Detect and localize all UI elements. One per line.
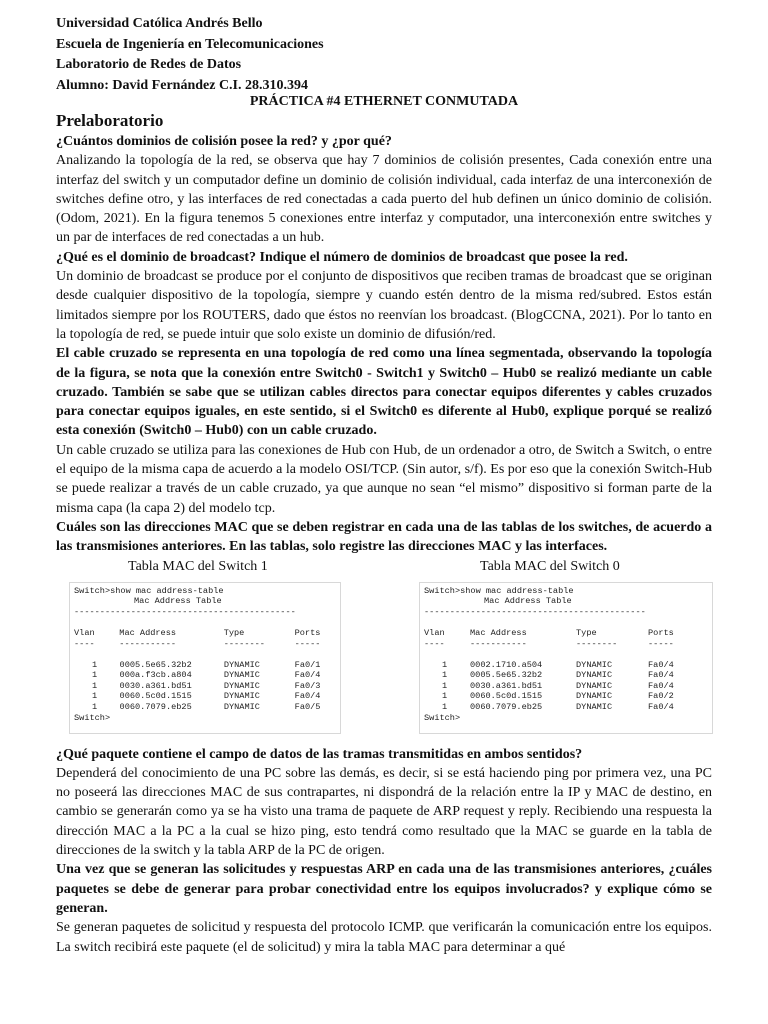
question-3: El cable cruzado se representa en una topología de red como una línea segmentada, observando la topología de la figura, se nota que la conexión entre Switch0 - Switch1 y Switch0 – Hub0 se realizó mediante un cable cruzado. También se sabe que se utilizan cables directos para conectar equipos diferentes y cables cruzados para conectar equipos iguales, en este sentido, si el Switch0 es diferente al Hub0, explique porqué se realizó esta conexión (Switch0 – Hub0) con un cable cruzado. [56,346,712,439]
table-header-row [424,628,706,639]
section-title: Prelaboratorio [56,111,164,130]
header-underline: ---- ----------- -------- ----- [424,638,674,649]
answer-3: Un cable cruzado se utiliza para las conexiones de Hub con Hub, de un ordenador a otro, de Switch a Switch, o entre el equipo de la misma capa de acuerdo a la modelo OSI/TCP. (Sin autor, s/f). Es por eso que la conexión Switch-Hub se puede realizar a través de un cable cruzado, ya que aunque no sean “el mismo” dispositivo si forman parte de la misma capa (la capa 2) del modelo tcp. [56,442,712,516]
table-row: 1 000a.f3cb.a804 DYNAMIC Fa0/4 [92,670,321,681]
table-header-row [74,628,334,639]
table-row: 1 0060.5c0d.1515 DYNAMIC Fa0/2 [442,691,674,702]
question-4: Cuáles son las direcciones MAC que se deben registrar en cada una de las tablas de los switches, de acuerdo a las transmisiones anteriores. En las tablas, solo registre las direcciones MAC y las interfaces. [56,519,712,555]
question-5: ¿Qué paquete contiene el campo de datos de las tramas transmitidas en ambos sentidos? [56,746,583,762]
table-row: 1 0005.5e65.32b2 DYNAMIC Fa0/4 [442,670,674,681]
terminal-command: Switch>show mac address-table [74,585,224,596]
answer-1: Analizando la topología de la red, se observa que hay 7 dominios de colisión presentes, Cada conexión entre una interfaz del switch y un computador define un dominio de colisión individual, cada interfaz de una interconexión de switches define otro, y las interfaces de red conectadas a cada puerto del hub definen un único dominio de colisión. (Odom, 2021). En la figura tenemos 5 conexiones entre interfaz y computador, una interconexión entre switches y un par de interfaces de red conectadas a un hub. [56,153,712,246]
table-row: 1 0002.1710.a504 DYNAMIC Fa0/4 [442,659,674,670]
question-6: Una vez que se generan las solicitudes y respuestas ARP en cada una de las transmisiones anteriores, ¿cuáles paquetes se debe de generar para probar conectividad entre los equipos involucrados? y explique cómo se generan. [56,862,712,916]
mac-tables [56,557,712,745]
table-row: 1 0060.5c0d.1515 DYNAMIC Fa0/4 [92,691,321,702]
header-mac: Mac Address [470,627,527,638]
student-line: Alumno: David Fernández C.I. 28.310.394 [56,77,309,93]
terminal-separator: ------------------------------------------- [424,606,646,617]
terminal-separator: ------------------------------------------- [74,606,296,617]
header-vlan: Vlan [74,627,95,638]
header-type: Type [576,627,597,638]
answer-2: Un dominio de broadcast se produce por el conjunto de dispositivos que reciben tramas de broadcast que se originan desde cualquier dispositivo de la topología, siempre y cuando estén dentro de la misma red/subred. Estos están limitados siempre por los ROUTERS, dado que éstos no reenvían los broadcast. (BlogCCNA, 2021). Por lo tanto en la topología de red, se puede intuir que solo existe un dominio de difusión/red. [56,269,712,342]
school-name: Escuela de Ingeniería en Telecomunicaciones [56,36,324,52]
header-underline: ---- ----------- -------- ----- [74,638,321,649]
terminal-prompt: Switch> [74,712,111,723]
mac-table-caption-switch1: Tabla MAC del Switch 1 [128,558,268,574]
table-row: 1 0030.a361.bd51 DYNAMIC Fa0/3 [92,680,321,691]
answer-6: Se generan paquetes de solicitud y respuesta del protocolo ICMP. que verificarán la comunicación entre los equipos. La switch recibirá este paquete (el de solicitud) y mira la tabla MAC para determinar a qué [56,920,712,955]
header-mac: Mac Address [119,627,177,638]
terminal-subtitle: Mac Address Table [134,596,222,607]
question-2: ¿Qué es el dominio de broadcast? Indique el número de dominios de broadcast que posee la red. [56,249,628,265]
mac-table-caption-switch0: Tabla MAC del Switch 0 [480,558,620,574]
terminal-prompt: Switch> [424,712,461,723]
table-row: 1 0005.5e65.32b2 DYNAMIC Fa0/1 [92,659,321,670]
terminal-subtitle: Mac Address Table [484,596,572,607]
header-type: Type [223,627,245,638]
header-ports: Ports [294,627,321,638]
table-row: 1 0060.7079.eb25 DYNAMIC Fa0/5 [92,702,321,713]
lab-name: Laboratorio de Redes de Datos [56,57,242,72]
terminal-command: Switch>show mac address-table [424,585,574,596]
table-row: 1 0060.7079.eb25 DYNAMIC Fa0/4 [442,702,674,713]
question-1: ¿Cuántos dominios de colisión posee la red? y ¿por qué? [56,134,392,149]
header-vlan: Vlan [424,627,445,638]
mac-table-switch1 [69,582,341,734]
table-row: 1 0030.a361.bd51 DYNAMIC Fa0/4 [442,680,674,691]
university-name: Universidad Católica Andrés Bello [56,16,263,31]
header-ports: Ports [648,627,674,638]
practice-title: PRÁCTICA #4 ETHERNET CONMUTADA [249,94,519,109]
answer-5: Dependerá del conocimiento de una PC sobre las demás, es decir, si se está haciendo ping por primera vez, una PC no poseerá las direcciones MAC de sus contrapartes, ni dispondrá de la relación entre la IP y MAC de destino, en cambio se generarán como ya se ha visto una trama de paquete de ARP request y reply. Recibiendo una respuesta la dirección MAC a la PC a la cual se hizo ping, esto tendrá como resultado que la MAC se guarde en la tabla de direcciones de la switch y la tabla ARP de la PC de origen. [56,765,712,859]
mac-table-switch0 [419,582,713,734]
